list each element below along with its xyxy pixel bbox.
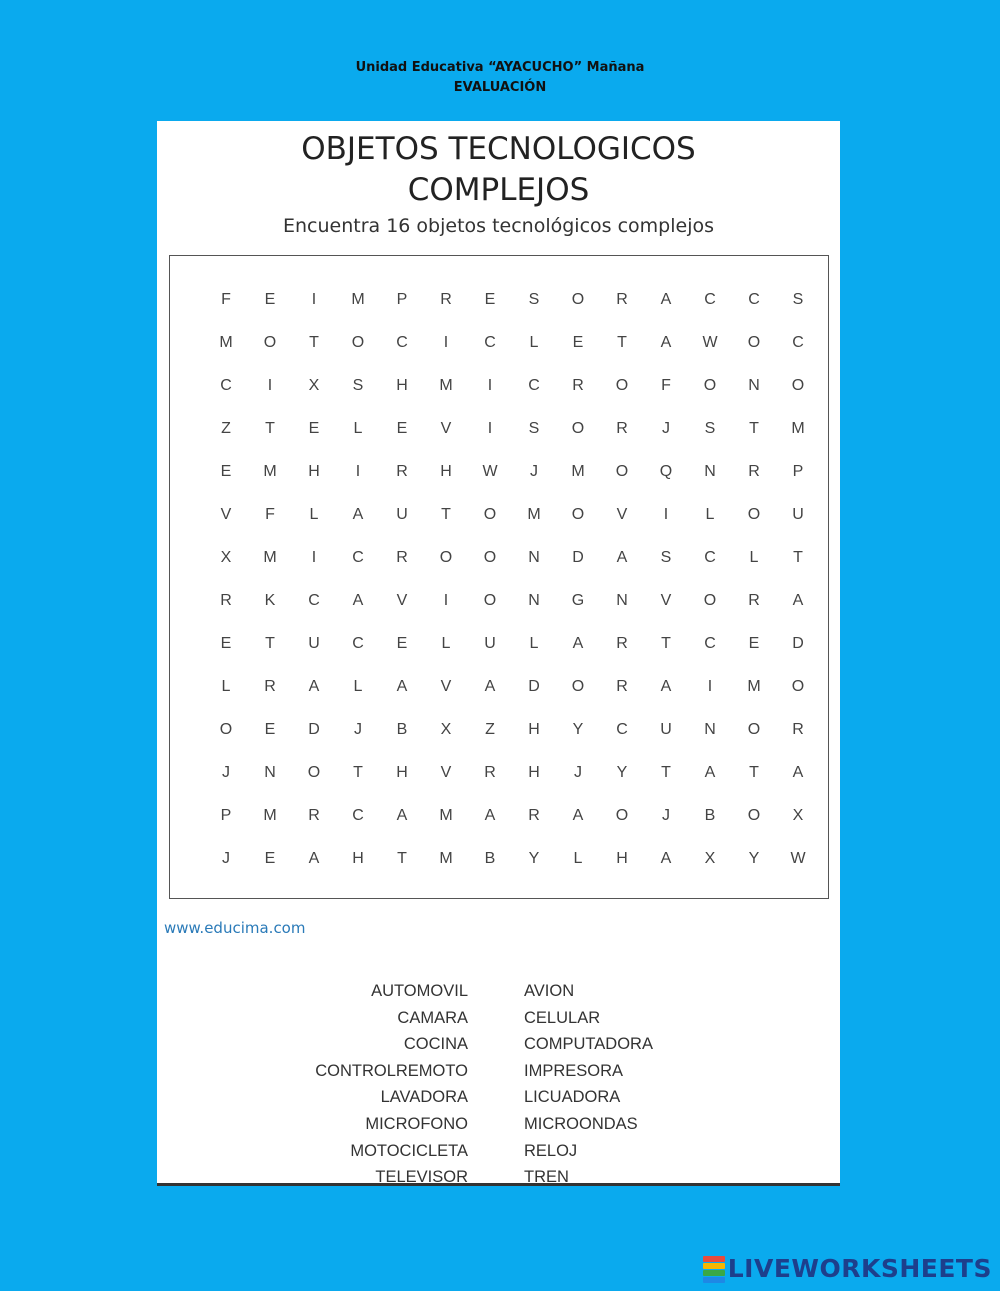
grid-letter[interactable]: B	[396, 721, 408, 738]
grid-letter[interactable]: S	[528, 291, 540, 308]
word-list-item: AVION	[524, 982, 575, 1000]
title-line-1: OBJETOS TECNOLOGICOS	[301, 131, 696, 167]
grid-letter[interactable]: N	[528, 549, 540, 566]
grid-letter[interactable]: I	[487, 420, 493, 437]
grid-letter[interactable]: T	[617, 334, 627, 351]
grid-letter[interactable]: N	[264, 764, 276, 781]
grid-letter[interactable]: A	[660, 334, 672, 351]
grid-letter[interactable]: R	[616, 291, 628, 308]
grid-letter[interactable]: A	[352, 592, 364, 609]
word-search-grid[interactable]	[204, 278, 820, 880]
grid-letter[interactable]: S	[792, 291, 804, 308]
grid-letter[interactable]: A	[396, 678, 408, 695]
grid-letter[interactable]: O	[747, 334, 761, 351]
grid-letter[interactable]: F	[265, 506, 275, 523]
grid-letter[interactable]: T	[353, 764, 363, 781]
grid-letter[interactable]: M	[263, 549, 277, 566]
grid-letter[interactable]: V	[440, 420, 452, 437]
word-list-item: CAMARA	[397, 1008, 468, 1027]
grid-letter[interactable]: A	[484, 807, 496, 824]
grid-letter[interactable]: B	[484, 850, 496, 867]
grid-letter[interactable]: R	[528, 807, 540, 824]
grid-letter[interactable]: R	[616, 420, 628, 437]
grid-letter[interactable]: O	[615, 463, 629, 480]
grid-letter[interactable]: O	[571, 420, 585, 437]
grid-letter[interactable]: J	[662, 807, 670, 824]
grid-letter[interactable]: I	[443, 592, 449, 609]
grid-letter[interactable]: L	[749, 549, 759, 566]
grid-letter[interactable]: O	[483, 549, 497, 566]
grid-letter[interactable]: R	[396, 463, 408, 480]
grid-letter[interactable]: Y	[528, 850, 540, 867]
grid-letter[interactable]: E	[264, 291, 276, 308]
grid-letter[interactable]: E	[396, 420, 408, 437]
grid-letter[interactable]: H	[396, 377, 408, 394]
worksheet	[157, 121, 840, 1186]
grid-letter[interactable]: M	[263, 807, 277, 824]
grid-letter[interactable]: A	[396, 807, 408, 824]
word-list-item: MICROONDAS	[524, 1114, 638, 1133]
grid-letter[interactable]: U	[308, 635, 320, 652]
grid-letter[interactable]: S	[704, 420, 716, 437]
grid-letter[interactable]: E	[748, 635, 760, 652]
grid-letter[interactable]: C	[308, 592, 320, 609]
grid-letter[interactable]: H	[308, 463, 320, 480]
grid-letter[interactable]: D	[792, 635, 804, 652]
word-list-right	[524, 978, 824, 1191]
grid-letter[interactable]: A	[616, 549, 628, 566]
grid-letter[interactable]: A	[484, 678, 496, 695]
grid-letter[interactable]: D	[572, 549, 584, 566]
grid-letter[interactable]: Z	[485, 721, 495, 738]
grid-letter[interactable]: R	[748, 463, 760, 480]
grid-letter[interactable]: X	[440, 721, 452, 738]
grid-letter[interactable]: E	[220, 463, 232, 480]
grid-letter[interactable]: L	[529, 635, 539, 652]
grid-letter[interactable]: H	[616, 850, 628, 867]
grid-letter[interactable]: O	[571, 678, 585, 695]
grid-letter[interactable]: C	[352, 807, 364, 824]
grid-letter[interactable]: T	[749, 764, 759, 781]
grid-letter[interactable]: U	[792, 506, 804, 523]
grid-letter[interactable]: M	[351, 291, 365, 308]
grid-letter[interactable]: I	[443, 334, 449, 351]
word-list-item: TELEVISOR	[375, 1168, 468, 1187]
grid-letter[interactable]: M	[439, 377, 453, 394]
grid-letter[interactable]: O	[791, 377, 805, 394]
brand-name: LIVEWORKSHEETS	[727, 1254, 992, 1283]
grid-letter[interactable]: J	[222, 764, 230, 781]
grid-letter[interactable]: T	[749, 420, 759, 437]
grid-letter[interactable]: I	[311, 549, 317, 566]
grid-letter[interactable]: S	[352, 377, 364, 394]
grid-letter[interactable]: L	[573, 850, 583, 867]
logo-block	[703, 1263, 725, 1269]
grid-letter[interactable]: W	[790, 850, 806, 867]
grid-letter[interactable]: N	[616, 592, 628, 609]
grid-letter[interactable]: Y	[616, 764, 628, 781]
grid-letter[interactable]: A	[308, 850, 320, 867]
word-list-left	[157, 978, 468, 1191]
grid-letter[interactable]: E	[308, 420, 320, 437]
page-title	[157, 129, 840, 211]
grid-letter[interactable]: O	[791, 678, 805, 695]
grid-letter[interactable]: T	[309, 334, 319, 351]
grid-letter[interactable]: I	[267, 377, 273, 394]
grid-letter[interactable]: B	[704, 807, 716, 824]
grid-letter[interactable]: I	[355, 463, 361, 480]
grid-letter[interactable]: O	[483, 592, 497, 609]
grid-letter[interactable]: I	[311, 291, 317, 308]
grid-letter[interactable]: M	[439, 850, 453, 867]
grid-letter[interactable]: T	[265, 420, 275, 437]
grid-letter[interactable]: I	[663, 506, 669, 523]
grid-letter[interactable]: C	[352, 635, 364, 652]
grid-letter[interactable]: O	[307, 764, 321, 781]
document-header	[0, 58, 1000, 98]
grid-letter[interactable]: R	[616, 635, 628, 652]
grid-letter[interactable]: S	[660, 549, 672, 566]
grid-letter[interactable]: C	[792, 334, 804, 351]
grid-letter[interactable]: O	[483, 506, 497, 523]
grid-letter[interactable]: G	[571, 592, 585, 609]
grid-letter[interactable]: H	[440, 463, 452, 480]
grid-letter[interactable]: R	[484, 764, 496, 781]
grid-letter[interactable]: J	[354, 721, 362, 738]
grid-letter[interactable]: L	[221, 678, 231, 695]
grid-letter[interactable]: O	[615, 807, 629, 824]
grid-letter[interactable]: N	[528, 592, 540, 609]
grid-letter[interactable]: R	[220, 592, 232, 609]
grid-letter[interactable]: U	[396, 506, 408, 523]
grid-letter[interactable]: C	[704, 549, 716, 566]
grid-letter[interactable]: X	[704, 850, 716, 867]
grid-letter[interactable]: A	[660, 291, 672, 308]
grid-letter[interactable]: M	[791, 420, 805, 437]
grid-letter[interactable]: L	[353, 420, 363, 437]
grid-letter[interactable]: O	[747, 721, 761, 738]
grid-letter[interactable]: H	[528, 721, 540, 738]
grid-letter[interactable]: H	[352, 850, 364, 867]
grid-letter[interactable]: S	[528, 420, 540, 437]
grid-letter[interactable]: T	[661, 635, 671, 652]
grid-letter[interactable]: O	[615, 377, 629, 394]
grid-letter[interactable]: V	[616, 506, 628, 523]
grid-letter[interactable]: J	[222, 850, 230, 867]
word-list-item: CELULAR	[524, 1008, 601, 1027]
grid-letter[interactable]: O	[263, 334, 277, 351]
grid-letter[interactable]: R	[308, 807, 320, 824]
grid-letter[interactable]: M	[439, 807, 453, 824]
school-name: Unidad Educativa “AYACUCHO” Mañana	[355, 60, 645, 75]
word-list-item: LICUADORA	[524, 1088, 621, 1107]
grid-letter[interactable]: U	[484, 635, 496, 652]
grid-letter[interactable]: O	[219, 721, 233, 738]
grid-letter[interactable]: I	[487, 377, 493, 394]
grid-letter[interactable]: Y	[748, 850, 760, 867]
grid-letter[interactable]: T	[661, 764, 671, 781]
grid-letter[interactable]: V	[660, 592, 672, 609]
grid-letter[interactable]: L	[441, 635, 451, 652]
grid-letter[interactable]: T	[265, 635, 275, 652]
grid-letter[interactable]: E	[572, 334, 584, 351]
grid-letter[interactable]: A	[572, 635, 584, 652]
subtitle: Encuentra 16 objetos tecnológicos complejos	[282, 215, 714, 237]
grid-letter[interactable]: A	[572, 807, 584, 824]
grid-letter[interactable]: O	[439, 549, 453, 566]
grid-letter[interactable]: R	[440, 291, 452, 308]
grid-letter[interactable]: C	[484, 334, 496, 351]
grid-letter[interactable]: N	[704, 463, 716, 480]
grid-letter[interactable]: P	[792, 463, 804, 480]
grid-letter[interactable]: M	[571, 463, 585, 480]
grid-letter[interactable]: E	[220, 635, 232, 652]
liveworksheets-logo-icon	[703, 1256, 725, 1282]
grid-letter[interactable]: X	[220, 549, 232, 566]
grid-letter[interactable]: A	[792, 592, 804, 609]
grid-letter[interactable]: V	[440, 764, 452, 781]
grid-letter[interactable]: N	[748, 377, 760, 394]
grid-letter[interactable]: R	[748, 592, 760, 609]
word-list-item: CONTROLREMOTO	[315, 1061, 468, 1080]
grid-letter[interactable]: R	[572, 377, 584, 394]
grid-letter[interactable]: E	[264, 850, 276, 867]
grid-letter[interactable]: J	[574, 764, 582, 781]
word-list-item: MOTOCICLETA	[350, 1141, 468, 1160]
grid-letter[interactable]: P	[396, 291, 408, 308]
grid-letter[interactable]: U	[660, 721, 672, 738]
word-list-item: LAVADORA	[380, 1088, 468, 1107]
grid-letter[interactable]: V	[440, 678, 452, 695]
grid-letter[interactable]: C	[528, 377, 540, 394]
word-list-item: MICROFONO	[365, 1114, 468, 1133]
grid-letter[interactable]: O	[571, 506, 585, 523]
grid-letter[interactable]: E	[484, 291, 496, 308]
grid-letter[interactable]: F	[221, 291, 231, 308]
grid-letter[interactable]: O	[351, 334, 365, 351]
grid-letter[interactable]: C	[704, 635, 716, 652]
grid-letter[interactable]: C	[352, 549, 364, 566]
grid-letter[interactable]: X	[308, 377, 320, 394]
grid-letter[interactable]: L	[705, 506, 715, 523]
word-list-item: COCINA	[403, 1035, 468, 1054]
grid-letter[interactable]: R	[396, 549, 408, 566]
grid-letter[interactable]: M	[527, 506, 541, 523]
grid-letter[interactable]: V	[396, 592, 408, 609]
grid-letter[interactable]: C	[220, 377, 232, 394]
word-list-item: IMPRESORA	[524, 1061, 624, 1080]
grid-letter[interactable]: H	[528, 764, 540, 781]
evaluation-label: EVALUACIÓN	[453, 80, 547, 95]
liveworksheets-brand[interactable]	[703, 1254, 992, 1283]
logo-block	[703, 1256, 725, 1262]
grid-letter[interactable]: L	[309, 506, 319, 523]
grid-letter[interactable]: M	[219, 334, 233, 351]
grid-letter[interactable]: A	[660, 850, 672, 867]
grid-letter[interactable]: E	[264, 721, 276, 738]
grid-letter[interactable]: R	[616, 678, 628, 695]
grid-letter[interactable]: A	[704, 764, 716, 781]
grid-letter[interactable]: L	[353, 678, 363, 695]
grid-letter[interactable]: I	[707, 678, 713, 695]
grid-letter[interactable]: T	[793, 549, 803, 566]
logo-block	[703, 1277, 725, 1283]
word-list-item: RELOJ	[524, 1141, 578, 1160]
grid-letter[interactable]: O	[747, 807, 761, 824]
grid-letter[interactable]: M	[263, 463, 277, 480]
grid-letter[interactable]: T	[397, 850, 407, 867]
grid-letter[interactable]: O	[703, 592, 717, 609]
logo-block	[703, 1270, 725, 1276]
grid-letter[interactable]: W	[482, 463, 498, 480]
grid-letter[interactable]: W	[702, 334, 718, 351]
grid-letter[interactable]: V	[220, 506, 232, 523]
grid-letter[interactable]: Q	[659, 463, 673, 480]
grid-letter[interactable]: D	[528, 678, 540, 695]
grid-letter[interactable]: N	[704, 721, 716, 738]
grid-letter[interactable]: X	[792, 807, 804, 824]
grid-letter[interactable]: E	[396, 635, 408, 652]
grid-letter[interactable]: J	[530, 463, 538, 480]
grid-letter[interactable]: H	[396, 764, 408, 781]
grid-letter[interactable]: O	[571, 291, 585, 308]
title-line-2: COMPLEJOS	[407, 172, 590, 208]
grid-letter[interactable]: L	[529, 334, 539, 351]
grid-letter[interactable]: A	[308, 678, 320, 695]
grid-letter[interactable]: A	[352, 506, 364, 523]
grid-letter[interactable]: K	[264, 592, 276, 609]
grid-letter[interactable]: A	[792, 764, 804, 781]
grid-letter[interactable]: Y	[572, 721, 584, 738]
grid-letter[interactable]: D	[308, 721, 320, 738]
grid-letter[interactable]: R	[264, 678, 276, 695]
grid-letter[interactable]: C	[616, 721, 628, 738]
word-list-item: COMPUTADORA	[524, 1035, 653, 1054]
word-list-item: AUTOMOVIL	[371, 982, 468, 1000]
grid-letter[interactable]: O	[747, 506, 761, 523]
grid-letter[interactable]: C	[748, 291, 760, 308]
word-search-box	[169, 255, 829, 899]
grid-letter[interactable]: P	[220, 807, 232, 824]
grid-letter[interactable]: C	[396, 334, 408, 351]
grid-letter[interactable]: C	[704, 291, 716, 308]
grid-letter[interactable]: A	[660, 678, 672, 695]
grid-letter[interactable]: T	[441, 506, 451, 523]
grid-letter[interactable]: Z	[221, 420, 231, 437]
grid-letter[interactable]: F	[661, 377, 671, 394]
website-link[interactable]: www.educima.com	[164, 919, 306, 937]
grid-letter[interactable]: J	[662, 420, 670, 437]
grid-letter[interactable]: O	[703, 377, 717, 394]
grid-letter[interactable]: M	[747, 678, 761, 695]
grid-letter[interactable]: R	[792, 721, 804, 738]
word-list-item: TREN	[524, 1168, 569, 1187]
